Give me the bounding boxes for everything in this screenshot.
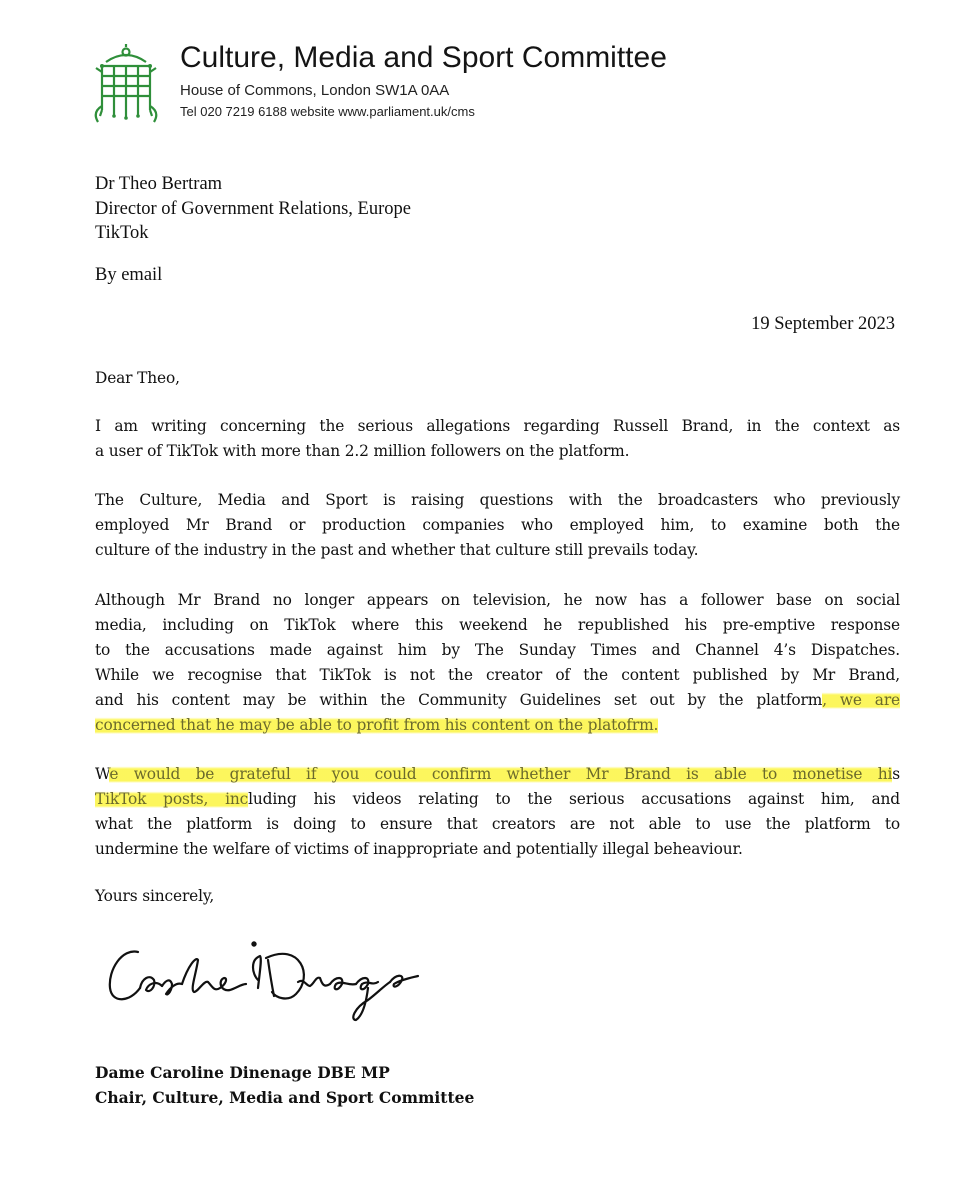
- recipient-name: Dr Theo Bertram: [95, 174, 223, 194]
- highlighted-text: TikTok posts, inc: [95, 790, 249, 808]
- closing: Yours sincerely,: [95, 887, 215, 905]
- highlighted-text: e would be grateful if you could confirm whether Mr Brand is able to monetise hi: [109, 765, 893, 783]
- salutation: Dear Theo,: [95, 369, 180, 387]
- paragraph-line: While we recognise that TikTok is not the creator of the content published by Mr Brand,: [95, 666, 900, 684]
- recipient-title: Director of Government Relations, Europe: [95, 198, 411, 219]
- paragraph-line: media, including on TikTok where this weekend he republished his pre-emptive response: [95, 616, 900, 634]
- committee-contact: Tel 020 7219 6188 website www.parliament.uk/cms: [180, 104, 475, 119]
- portcullis-icon: [92, 44, 160, 126]
- delivery-method: By email: [95, 265, 163, 285]
- paragraph-line: I am writing concerning the serious allegations regarding Russell Brand, in the context as: [95, 417, 900, 435]
- paragraph-2: [95, 488, 900, 563]
- recipient-organisation: TikTok: [95, 223, 149, 243]
- paragraph-line: Although Mr Brand no longer appears on television, he now has a follower base on social: [95, 591, 900, 609]
- signatory-block: [95, 1060, 474, 1110]
- letterhead-text: [180, 40, 880, 121]
- paragraph-line: to the accusations made against him by The Sunday Times and Channel 4’s Dispatches.: [95, 641, 900, 659]
- paragraph-line: [95, 762, 900, 787]
- paragraph-line: [95, 713, 900, 738]
- committee-address: House of Commons, London SW1A 0AA: [180, 82, 450, 99]
- committee-name: Culture, Media and Sport Committee: [180, 41, 667, 74]
- paragraph-text: luding his videos relating to the serious accusations against him, and: [248, 790, 900, 808]
- highlighted-text: , we are: [822, 691, 901, 709]
- paragraph-text: W: [95, 765, 110, 783]
- signatory-name: Dame Caroline Dinenage DBE MP: [95, 1063, 390, 1082]
- highlighted-text: concerned that he may be able to profit from his content on the platofrm.: [95, 716, 659, 734]
- paragraph-1: [95, 414, 900, 464]
- letter-date: 19 September 2023: [751, 314, 895, 334]
- paragraph-line: [95, 787, 900, 812]
- paragraph-line: a user of TikTok with more than 2.2 million followers on the platform.: [95, 442, 630, 460]
- signature: [100, 930, 480, 1030]
- paragraph-text: s: [892, 765, 900, 783]
- paragraph-line: employed Mr Brand or production companies who employed him, to examine both the: [95, 516, 900, 534]
- recipient-address: [95, 172, 411, 246]
- paragraph-line: [95, 688, 900, 713]
- paragraph-line: The Culture, Media and Sport is raising questions with the broadcasters who previously: [95, 491, 900, 509]
- signatory-role: Chair, Culture, Media and Sport Committee: [95, 1088, 475, 1107]
- paragraph-line: what the platform is doing to ensure that creators are not able to use the platform to: [95, 815, 900, 833]
- paragraph-text: and his content may be within the Community Guidelines set out by the platform: [95, 691, 823, 709]
- paragraph-line: undermine the welfare of victims of inappropriate and potentially illegal beheaviour.: [95, 840, 743, 858]
- paragraph-line: culture of the industry in the past and whether that culture still prevails today.: [95, 541, 699, 559]
- paragraph-3: [95, 588, 900, 738]
- paragraph-4: [95, 762, 900, 862]
